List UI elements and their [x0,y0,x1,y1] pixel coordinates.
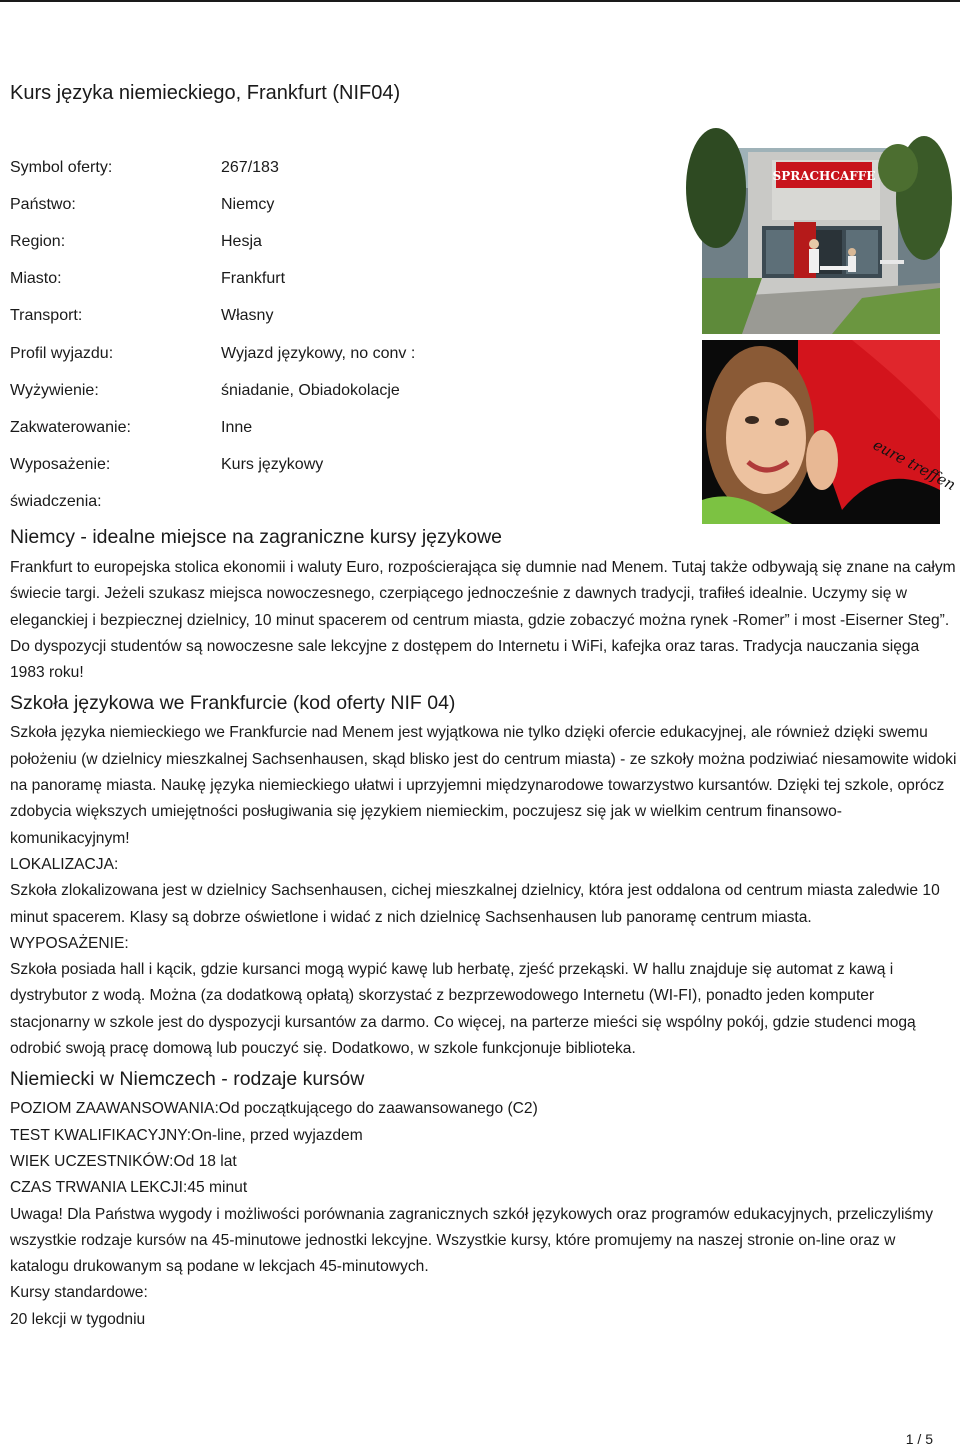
detail-label: Wyposażenie: [10,456,111,474]
detail-row-services [10,484,690,521]
detail-label: Profil wyjazdu: [10,344,114,362]
student-photo [702,340,959,524]
top-rule [0,0,960,2]
detail-value: Inne [221,418,253,436]
detail-row-transport [10,298,690,335]
detail-label: Zakwaterowanie: [10,418,131,436]
detail-label: świadczenia: [10,493,102,511]
offer-details [10,149,690,521]
paragraph: Uwaga! Dla Państwa wygody i możliwości porównania zagranicznych szkół językowych oraz programów edukacyjnych, przeliczyliśmy wszystkie rodzaje kursów na 45-minutowe jednostki lekcyjne. Wszystkie kursy, które promujemy na naszej stronie on-line oraz w katalogu drukowanym są podane w lekcjach 45-minutowych. [10,1205,933,1276]
detail-row-region [10,223,690,260]
detail-label: Miasto: [10,270,62,288]
umbrella-text: eure treffen [870,435,959,495]
paragraph: Szkoła posiada hall i kącik, gdzie kursanci mogą wypić kawę lub herbatę, zjeść przekąski. W hallu znajduje się automat z kawą i dystrybutor z wodą. Można (za dodatkową opłatą) skorzystać z bezprzewodowego Internetu (WI-FI), ponadto jeden komputer stacjonarny w szkole jest do dyspozycji kursantów za darmo. Co więcej, na parterze mieści się wspólny pokój, gdzie studenci mogą odrobić swoją pracę domową lub pouczyć się. Dodatkowo, w szkole funkcjonuje biblioteka. [10,961,916,1058]
detail-value: śniadanie, Obiadokolacje [221,381,400,399]
detail-value: Kurs językowy [221,456,324,474]
paragraph: WIEK UCZESTNIKÓW:Od 18 lat [10,1152,237,1170]
detail-row-country [10,186,690,223]
detail-row-meals [10,372,690,409]
detail-label: Państwo: [10,195,76,213]
paragraph: LOKALIZACJA: [10,855,119,873]
detail-label: Symbol oferty: [10,158,113,176]
section-heading: Niemiecki w Niemczech - rodzaje kursów [10,1068,365,1091]
paragraph: Kursy standardowe: [10,1284,148,1302]
detail-row-city [10,261,690,298]
page-number: 1 / 5 [905,1431,933,1447]
paragraph: 20 lekcji w tygodniu [10,1310,146,1328]
paragraph: POZIOM ZAAWANSOWANIA:Od początkującego do zaawansowanego (C2) [10,1100,538,1118]
section-heading: Szkoła językowa we Frankfurcie (kod oferty NIF 04) [10,692,456,715]
detail-row-equipment [10,447,690,484]
detail-value: 267/183 [221,158,279,176]
page-title: Kurs języka niemieckiego, Frankfurt (NIF04) [10,82,401,104]
detail-value: Własny [221,307,274,325]
paragraph: Szkoła języka niemieckiego we Frankfurcie nad Menem jest wyjątkowa nie tylko dzięki ofercie edukacyjnej, ale również dzięki swemu położeniu (w dzielnicy mieszkalnej Sachsenhausen, skąd blisko jest do centrum miasta) - ze szkoły można podziwiać niesamowite widoki na panoramę miasta. Naukę języka niemieckiego ułatwi i uprzyjemni międzynarodowe towarzystwo kursantów. Dzięki tej szkole, oprócz zdobycia większych umiejętności posługiwania się językiem niemieckim, poczujesz się jak w wielkim centrum finansowo-komunikacyjnym! [10,724,957,847]
detail-row-profile [10,335,690,372]
storefront-sign-text: SPRACHCAFFE [772,169,876,183]
paragraph: Frankfurt to europejska stolica ekonomii i waluty Euro, rozpościerająca się dumnie nad Menem. Tutaj także odbywają się znane na całym świecie targi. Jeżeli szukasz miejsca nowoczesnego, czerpiącego jednocześnie z dawnych tradycji, trafiłeś idealnie. Uczymy się w eleganckiej i bezpiecznej dzielnicy, 10 minut spacerem od centrum miasta, gdzie zobaczyć można rynek -Romer” i most -Eiserner Steg”. Do dyspozycji studentów są nowoczesne sale lekcyjne z dostępem do Internetu i WiFi, kafejka oraz taras. Tradycja nauczania sięga 1983 roku! [10,559,956,682]
detail-value: Hesja [221,232,262,250]
paragraph: WYPOSAŻENIE: [10,934,129,952]
detail-label: Wyżywienie: [10,381,99,399]
detail-value: Frankfurt [221,270,286,288]
paragraph: Szkoła zlokalizowana jest w dzielnicy Sachsenhausen, cichej mieszkalnej dzielnicy, która jest oddalona od centrum miasta zaledwie 10 minut spacerem. Klasy są dobrze oświetlone i widać z nich dzielnicę Sachsenhausen lub panoramę centrum miasta. [10,882,940,926]
detail-row-accommodation [10,409,690,446]
detail-label: Transport: [10,307,83,325]
offer-description [10,522,958,1333]
detail-value: Niemcy [221,195,275,213]
detail-label: Region: [10,232,66,250]
section-heading: Niemcy - idealne miejsce na zagraniczne kursy językowe [10,526,503,548]
paragraph: TEST KWALIFIKACYJNY:On-line, przed wyjazdem [10,1126,363,1144]
school-storefront-photo [702,148,940,334]
detail-row-symbol [10,149,690,186]
detail-value: Wyjazd językowy, no conv : [221,344,416,362]
paragraph: CZAS TRWANIA LEKCJI:45 minut [10,1179,248,1197]
